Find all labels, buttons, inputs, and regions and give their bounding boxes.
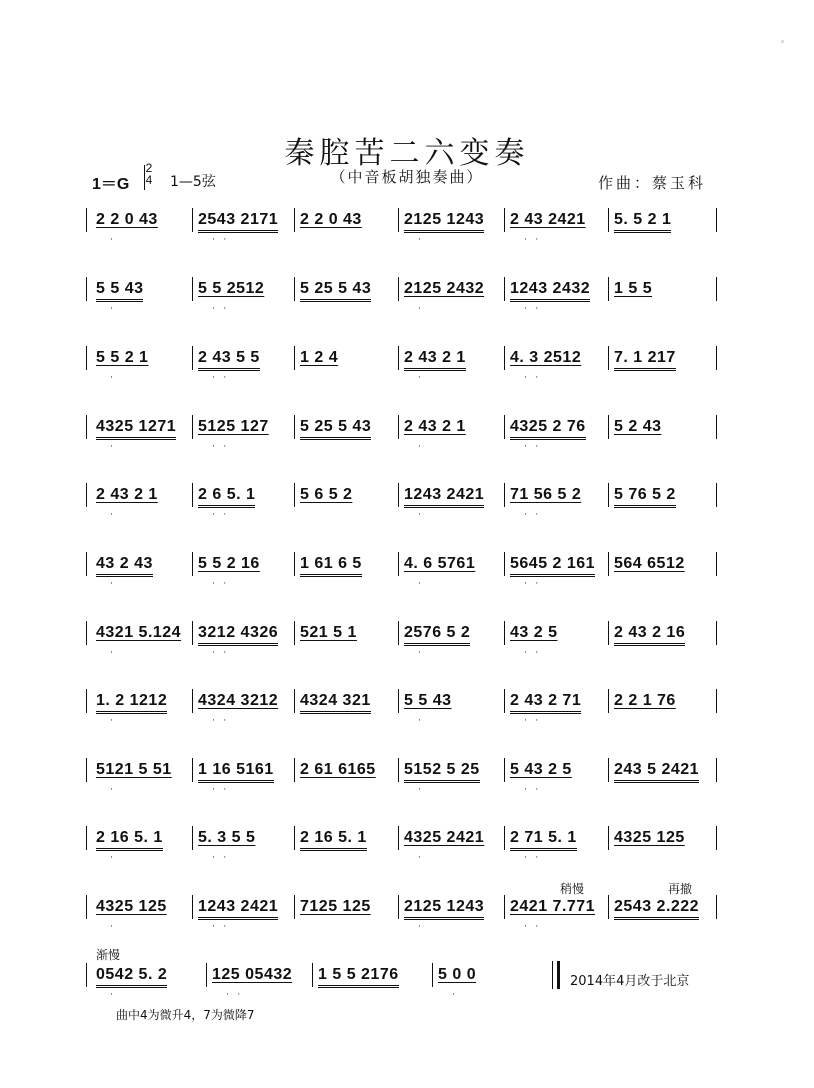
score-title: 秦腔苦二六变奏	[284, 136, 530, 171]
bar-line	[504, 895, 505, 919]
measure: 5125 127	[198, 418, 269, 435]
bar-line	[608, 415, 609, 439]
measure: 71 56 5 2	[510, 486, 582, 503]
bar-line	[86, 826, 87, 850]
scan-speck	[781, 40, 784, 43]
octave-dot: ·	[110, 441, 116, 451]
bar-line	[86, 415, 87, 439]
bar-line	[192, 208, 193, 232]
measure: 43 2 43	[96, 555, 153, 577]
bar-line	[608, 346, 609, 370]
measure: 5 5 43	[96, 280, 143, 302]
measure: 4324 3212	[198, 692, 279, 709]
measure: 2576 5 2	[404, 624, 470, 646]
bar-line	[192, 415, 193, 439]
measure: 4325 125	[96, 898, 167, 915]
bar-line	[398, 895, 399, 919]
measure: 2 43 2 16	[614, 624, 685, 646]
octave-dot: ·	[110, 784, 116, 794]
bar-line	[192, 895, 193, 919]
bar-line	[504, 483, 505, 507]
bar-line	[716, 483, 717, 507]
footnote: 曲中4为微升4，7为微降7	[116, 1008, 255, 1022]
measure: 7. 1 217	[614, 349, 676, 371]
bar-line	[294, 277, 295, 301]
measure: 3212 4326	[198, 624, 278, 646]
bar-line	[398, 415, 399, 439]
measure: 5 5 43	[404, 692, 452, 709]
bar-line	[716, 552, 717, 576]
measure: 5 0 0	[438, 966, 477, 983]
octave-dot: · ·	[212, 921, 230, 931]
measure: 2 43 2 1	[404, 418, 466, 435]
bar-line	[504, 277, 505, 301]
measure: 5645 2 161	[510, 555, 595, 577]
octave-dot: ·	[110, 852, 116, 862]
octave-dot: · ·	[212, 852, 230, 862]
octave-dot: ·	[418, 784, 424, 794]
measure: 1. 2 1212	[96, 692, 167, 714]
octave-dot: ·	[418, 647, 424, 657]
measure: 1 5 5	[614, 280, 653, 297]
measure: 243 5 2421	[614, 761, 699, 783]
bar-line	[398, 552, 399, 576]
bar-line	[608, 895, 609, 919]
measure: 0542 5. 2	[96, 966, 167, 988]
bar-line	[504, 826, 505, 850]
octave-dot: ·	[452, 989, 458, 999]
octave-dot: · ·	[226, 989, 244, 999]
measure: 125 05432	[212, 966, 293, 983]
octave-dot: · ·	[212, 784, 230, 794]
bar-line	[608, 208, 609, 232]
score-line	[86, 756, 730, 794]
octave-dot: · ·	[524, 852, 542, 862]
bar-line	[504, 689, 505, 713]
score-line	[86, 619, 730, 657]
time-denominator: 4	[145, 173, 153, 187]
measure: 5. 5 2 1	[614, 211, 671, 233]
measure: 5 25 5 43	[300, 280, 371, 302]
measure: 5152 5 25	[404, 761, 480, 783]
measure: 2 16 5. 1	[300, 829, 367, 851]
revision-date: 2014年4月改于北京	[570, 974, 690, 989]
measure: 2125 1243	[404, 898, 484, 920]
octave-dot: ·	[110, 303, 116, 313]
bar-line	[504, 758, 505, 782]
bar-line	[398, 826, 399, 850]
bar-line	[716, 277, 717, 301]
bar-line	[86, 208, 87, 232]
octave-dot: · ·	[524, 715, 542, 725]
octave-dot: · ·	[212, 234, 230, 244]
bar-line	[504, 346, 505, 370]
measure: 4325 2 76	[510, 418, 586, 440]
bar-line	[294, 758, 295, 782]
measure: 1243 2421	[198, 898, 278, 920]
bar-line	[716, 758, 717, 782]
bar-line	[716, 208, 717, 232]
bar-line	[432, 963, 433, 987]
octave-dot: · ·	[524, 303, 542, 313]
time-numerator: 2	[145, 161, 153, 175]
octave-dot: ·	[110, 234, 116, 244]
key-signature: 1＝G	[92, 176, 130, 193]
bar-line	[206, 963, 207, 987]
measure: 4. 3 2512	[510, 349, 582, 366]
octave-dot: · ·	[524, 784, 542, 794]
octave-dot: · ·	[524, 647, 542, 657]
score-line	[86, 413, 730, 451]
measure: 1 2 4	[300, 349, 339, 366]
bar-line	[398, 689, 399, 713]
measure: 1 5 5 2176	[318, 966, 399, 988]
measure: 5 5 2512	[198, 280, 265, 297]
bar-line	[192, 277, 193, 301]
bar-line	[86, 689, 87, 713]
measure: 2125 1243	[404, 211, 484, 233]
measure: 521 5 1	[300, 624, 357, 641]
bar-line	[294, 208, 295, 232]
bar-line	[608, 826, 609, 850]
octave-dot: ·	[418, 852, 424, 862]
measure: 2 2 0 43	[96, 211, 158, 228]
measure: 5 5 2 1	[96, 349, 149, 366]
bar-line	[86, 963, 87, 987]
measure: 5. 3 5 5	[198, 829, 256, 846]
octave-dot: ·	[110, 989, 116, 999]
octave-dot: ·	[418, 234, 424, 244]
bar-line	[192, 483, 193, 507]
bar-line	[398, 208, 399, 232]
measure: 2 2 0 43	[300, 211, 362, 228]
measure: 2 43 2 1	[404, 349, 466, 371]
octave-dot: ·	[110, 372, 116, 382]
bar-line	[294, 895, 295, 919]
bar-line	[86, 483, 87, 507]
score-line	[86, 206, 730, 244]
octave-dot: ·	[110, 509, 116, 519]
measure: 1 61 6 5	[300, 555, 362, 577]
octave-dot: · ·	[524, 441, 542, 451]
measure: 1243 2432	[510, 280, 590, 302]
bar-line	[192, 826, 193, 850]
bar-line	[86, 621, 87, 645]
octave-dot: · ·	[524, 578, 542, 588]
bar-line	[398, 483, 399, 507]
octave-dot: ·	[418, 372, 424, 382]
measure: 7125 125	[300, 898, 371, 915]
octave-dot: ·	[418, 921, 424, 931]
measure: 2543 2171	[198, 211, 278, 233]
octave-dot: ·	[418, 509, 424, 519]
measure: 4. 6 5761	[404, 555, 476, 572]
measure: 1243 2421	[404, 486, 484, 508]
bar-line	[86, 895, 87, 919]
bar-line	[398, 621, 399, 645]
composer-credit: 作曲：蔡玉科	[598, 174, 707, 192]
score-line	[86, 824, 730, 862]
score-line	[86, 687, 730, 725]
octave-dot: · ·	[524, 234, 542, 244]
measure: 5 2 43	[614, 418, 662, 435]
octave-dot: · ·	[212, 509, 230, 519]
measure: 5121 5 51	[96, 761, 172, 778]
bar-line	[192, 758, 193, 782]
octave-dot: · ·	[524, 372, 542, 382]
octave-dot: · ·	[212, 303, 230, 313]
tempo-cue-shao-man: 稍慢	[560, 882, 585, 896]
octave-dot: ·	[418, 441, 424, 451]
measure: 5 5 2 16	[198, 555, 260, 572]
bar-line	[86, 277, 87, 301]
octave-dot: · ·	[212, 647, 230, 657]
measure: 4324 321	[300, 692, 371, 714]
bar-line	[294, 415, 295, 439]
time-fraction-line	[144, 165, 145, 190]
octave-dot: · ·	[524, 921, 542, 931]
bar-line	[294, 689, 295, 713]
bar-line	[504, 621, 505, 645]
bar-line	[192, 621, 193, 645]
tempo-cue-zai-che: 再撤	[668, 882, 693, 896]
measure: 2 16 5. 1	[96, 829, 163, 851]
measure: 5 43 2 5	[510, 761, 572, 778]
score-line	[86, 893, 730, 931]
measure: 2 43 2 71	[510, 692, 581, 714]
bar-line	[716, 415, 717, 439]
string-tuning: 1—5弦	[170, 174, 216, 190]
octave-dot: · ·	[212, 578, 230, 588]
bar-line	[608, 277, 609, 301]
octave-dot: · ·	[524, 509, 542, 519]
bar-line	[398, 758, 399, 782]
octave-dot: · ·	[212, 372, 230, 382]
measure: 4325 1271	[96, 418, 176, 440]
bar-line	[504, 552, 505, 576]
score-line	[86, 550, 730, 588]
score-subtitle: （中音板胡独奏曲）	[330, 168, 484, 186]
bar-line	[504, 415, 505, 439]
octave-dot: ·	[110, 647, 116, 657]
measure: 2 43 2 1	[96, 486, 158, 503]
bar-line	[312, 963, 313, 987]
bar-line	[608, 483, 609, 507]
time-signature	[144, 162, 154, 186]
bar-line	[398, 277, 399, 301]
bar-line	[608, 552, 609, 576]
measure: 5 6 5 2	[300, 486, 353, 503]
octave-dot: ·	[110, 715, 116, 725]
measure: 564 6512	[614, 555, 685, 572]
bar-line	[86, 758, 87, 782]
octave-dot: ·	[418, 578, 424, 588]
measure: 2 43 2421	[510, 211, 586, 228]
measure: 2 43 5 5	[198, 349, 260, 371]
bar-line	[86, 346, 87, 370]
measure: 4325 125	[614, 829, 685, 846]
score-line	[86, 481, 730, 519]
bar-line	[716, 621, 717, 645]
measure: 1 16 5161	[198, 761, 274, 783]
measure: 2125 2432	[404, 280, 485, 297]
measure: 2 2 1 76	[614, 692, 676, 709]
octave-dot: ·	[418, 303, 424, 313]
measure: 2543 2.222	[614, 898, 699, 920]
octave-dot: · ·	[212, 441, 230, 451]
measure: 4325 2421	[404, 829, 485, 846]
bar-line	[294, 346, 295, 370]
score-line	[86, 344, 730, 382]
final-bar-line	[552, 961, 560, 989]
bar-line	[608, 689, 609, 713]
octave-dot: ·	[110, 921, 116, 931]
bar-line	[716, 346, 717, 370]
measure: 2421 7.771	[510, 898, 596, 915]
bar-line	[86, 552, 87, 576]
bar-line	[192, 552, 193, 576]
bar-line	[294, 621, 295, 645]
tempo-cue-jian-man: 渐慢	[96, 948, 121, 962]
bar-line	[294, 483, 295, 507]
measure: 5 76 5 2	[614, 486, 676, 508]
bar-line	[608, 621, 609, 645]
measure: 2 61 6165	[300, 761, 376, 778]
bar-line	[716, 689, 717, 713]
bar-line	[716, 895, 717, 919]
measure: 4321 5.124	[96, 624, 182, 641]
bar-line	[716, 826, 717, 850]
octave-dot: · ·	[212, 715, 230, 725]
score-line	[86, 275, 730, 313]
bar-line	[294, 552, 295, 576]
measure: 2 71 5. 1	[510, 829, 577, 851]
measure: 43 2 5	[510, 624, 558, 641]
octave-dot: ·	[110, 578, 116, 588]
bar-line	[294, 826, 295, 850]
bar-line	[192, 346, 193, 370]
octave-dot: ·	[418, 715, 424, 725]
measure: 5 25 5 43	[300, 418, 371, 440]
bar-line	[192, 689, 193, 713]
bar-line	[504, 208, 505, 232]
bar-line	[398, 346, 399, 370]
bar-line	[608, 758, 609, 782]
measure: 2 6 5. 1	[198, 486, 255, 508]
